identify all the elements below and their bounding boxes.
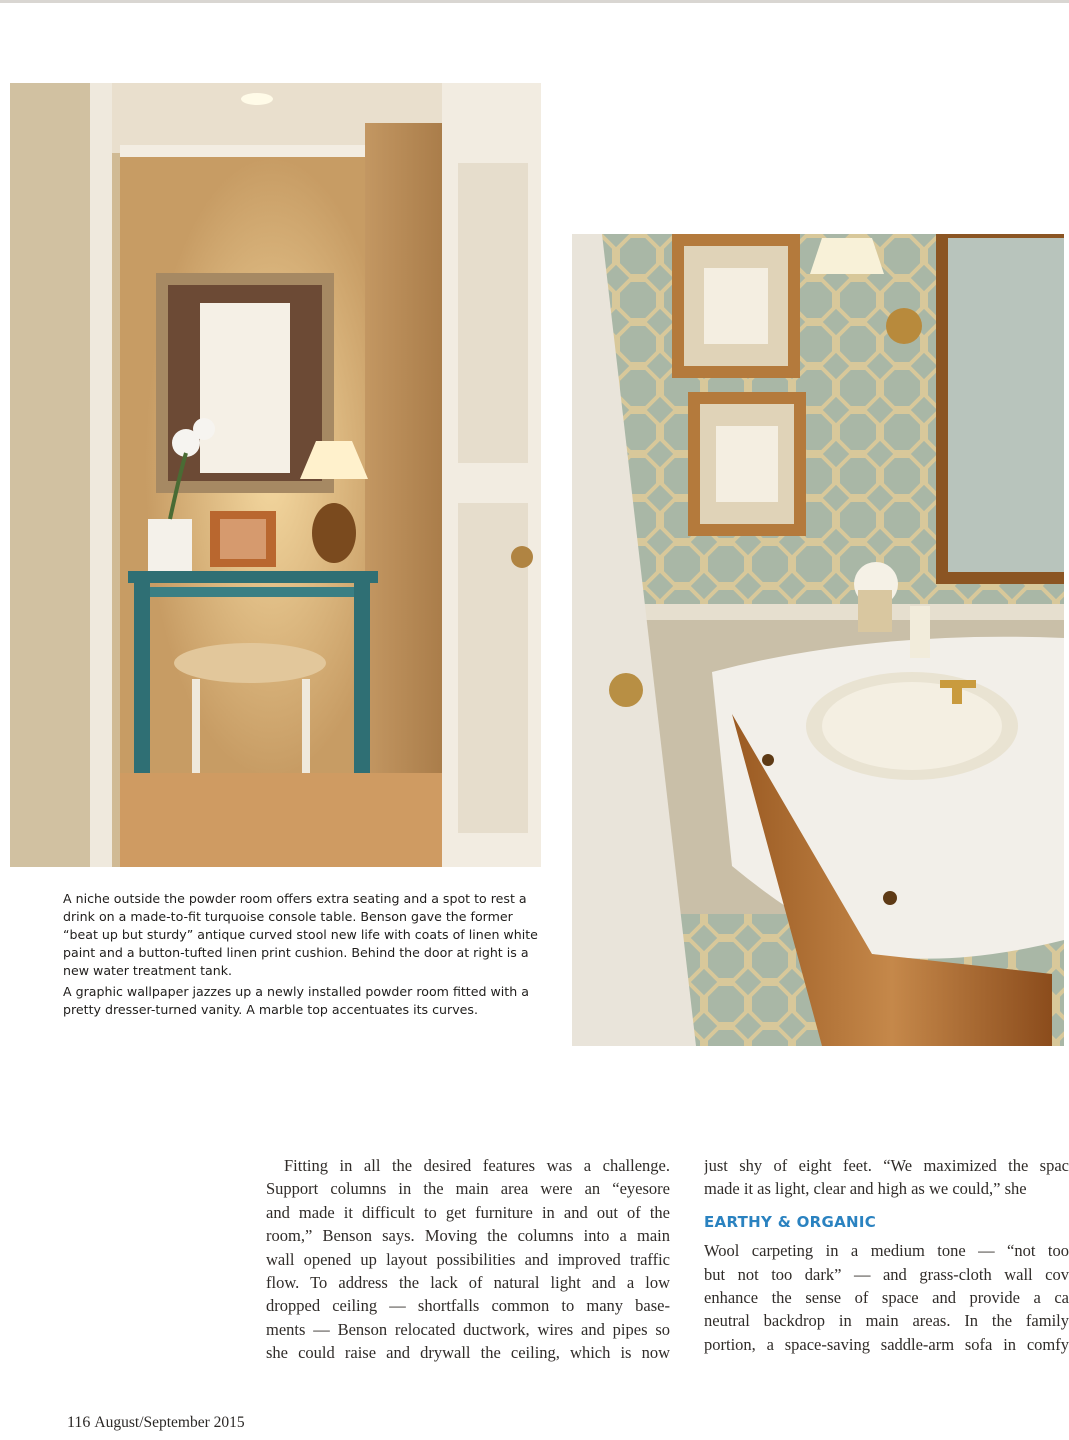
body-line: room,” Benson says. Moving the columns into a main [266,1226,670,1246]
caption-niche: A niche outside the powder room offers extra seating and a spot to rest a drink on a made-to-fit turquoise console table. Benson gave the former “beat up but sturdy” antique curved stool new life with coats of linen white paint and a button-tufted linen print cushion. Behind the door at right is a new water treatment tank. [63,891,538,978]
body-line: wall opened up layout possibilities and improved traffic [266,1249,670,1269]
body-line: Wool carpeting in a medium tone — “not too [704,1241,1069,1261]
photo-hallway-niche [10,83,541,867]
body-line: Fitting in all the desired features was a challenge. [284,1156,670,1175]
body-line: made it as light, clear and high as we could,” she [704,1179,1027,1199]
photo-powder-room [572,234,1064,1046]
powder-room-illustration [572,234,1064,1046]
caption-powder-room: A graphic wallpaper jazzes up a newly installed powder room fitted with a pretty dresser-turned vanity. A marble top accentuates its curves. [63,984,529,1017]
body-column-right [704,1154,1069,1356]
body-line: dropped ceiling — shortfalls common to many base- [266,1296,670,1316]
body-line: ments — Benson relocated ductwork, wires and pipes so [266,1319,670,1339]
page-top-rule [0,0,1069,3]
page-number: 116 [67,1414,91,1431]
hallway-niche-illustration [10,83,541,867]
body-line: neutral backdrop in main areas. In the family [704,1311,1069,1331]
body-line: and made it difficult to get furniture in and out of the [266,1202,670,1222]
body-line: Support columns in the main area were an “eyesore [266,1179,670,1199]
issue-date: August/September 2015 [94,1414,245,1431]
body-line: flow. To address the lack of natural light and a low [266,1273,670,1293]
section-subhead: EARTHY & ORGANIC [704,1212,877,1231]
body-line: just shy of eight feet. “We maximized the spac [704,1156,1069,1175]
body-line: enhance the sense of space and provide a ca [704,1288,1069,1308]
body-column-left [266,1154,670,1365]
body-line: but not too dark” — and grass-cloth wall cov [704,1264,1069,1284]
page-folio [67,1414,245,1432]
body-line: she could raise and drywall the ceiling, which is now [266,1343,670,1363]
body-line: portion, a space-saving saddle-arm sofa in comfy [704,1334,1069,1354]
